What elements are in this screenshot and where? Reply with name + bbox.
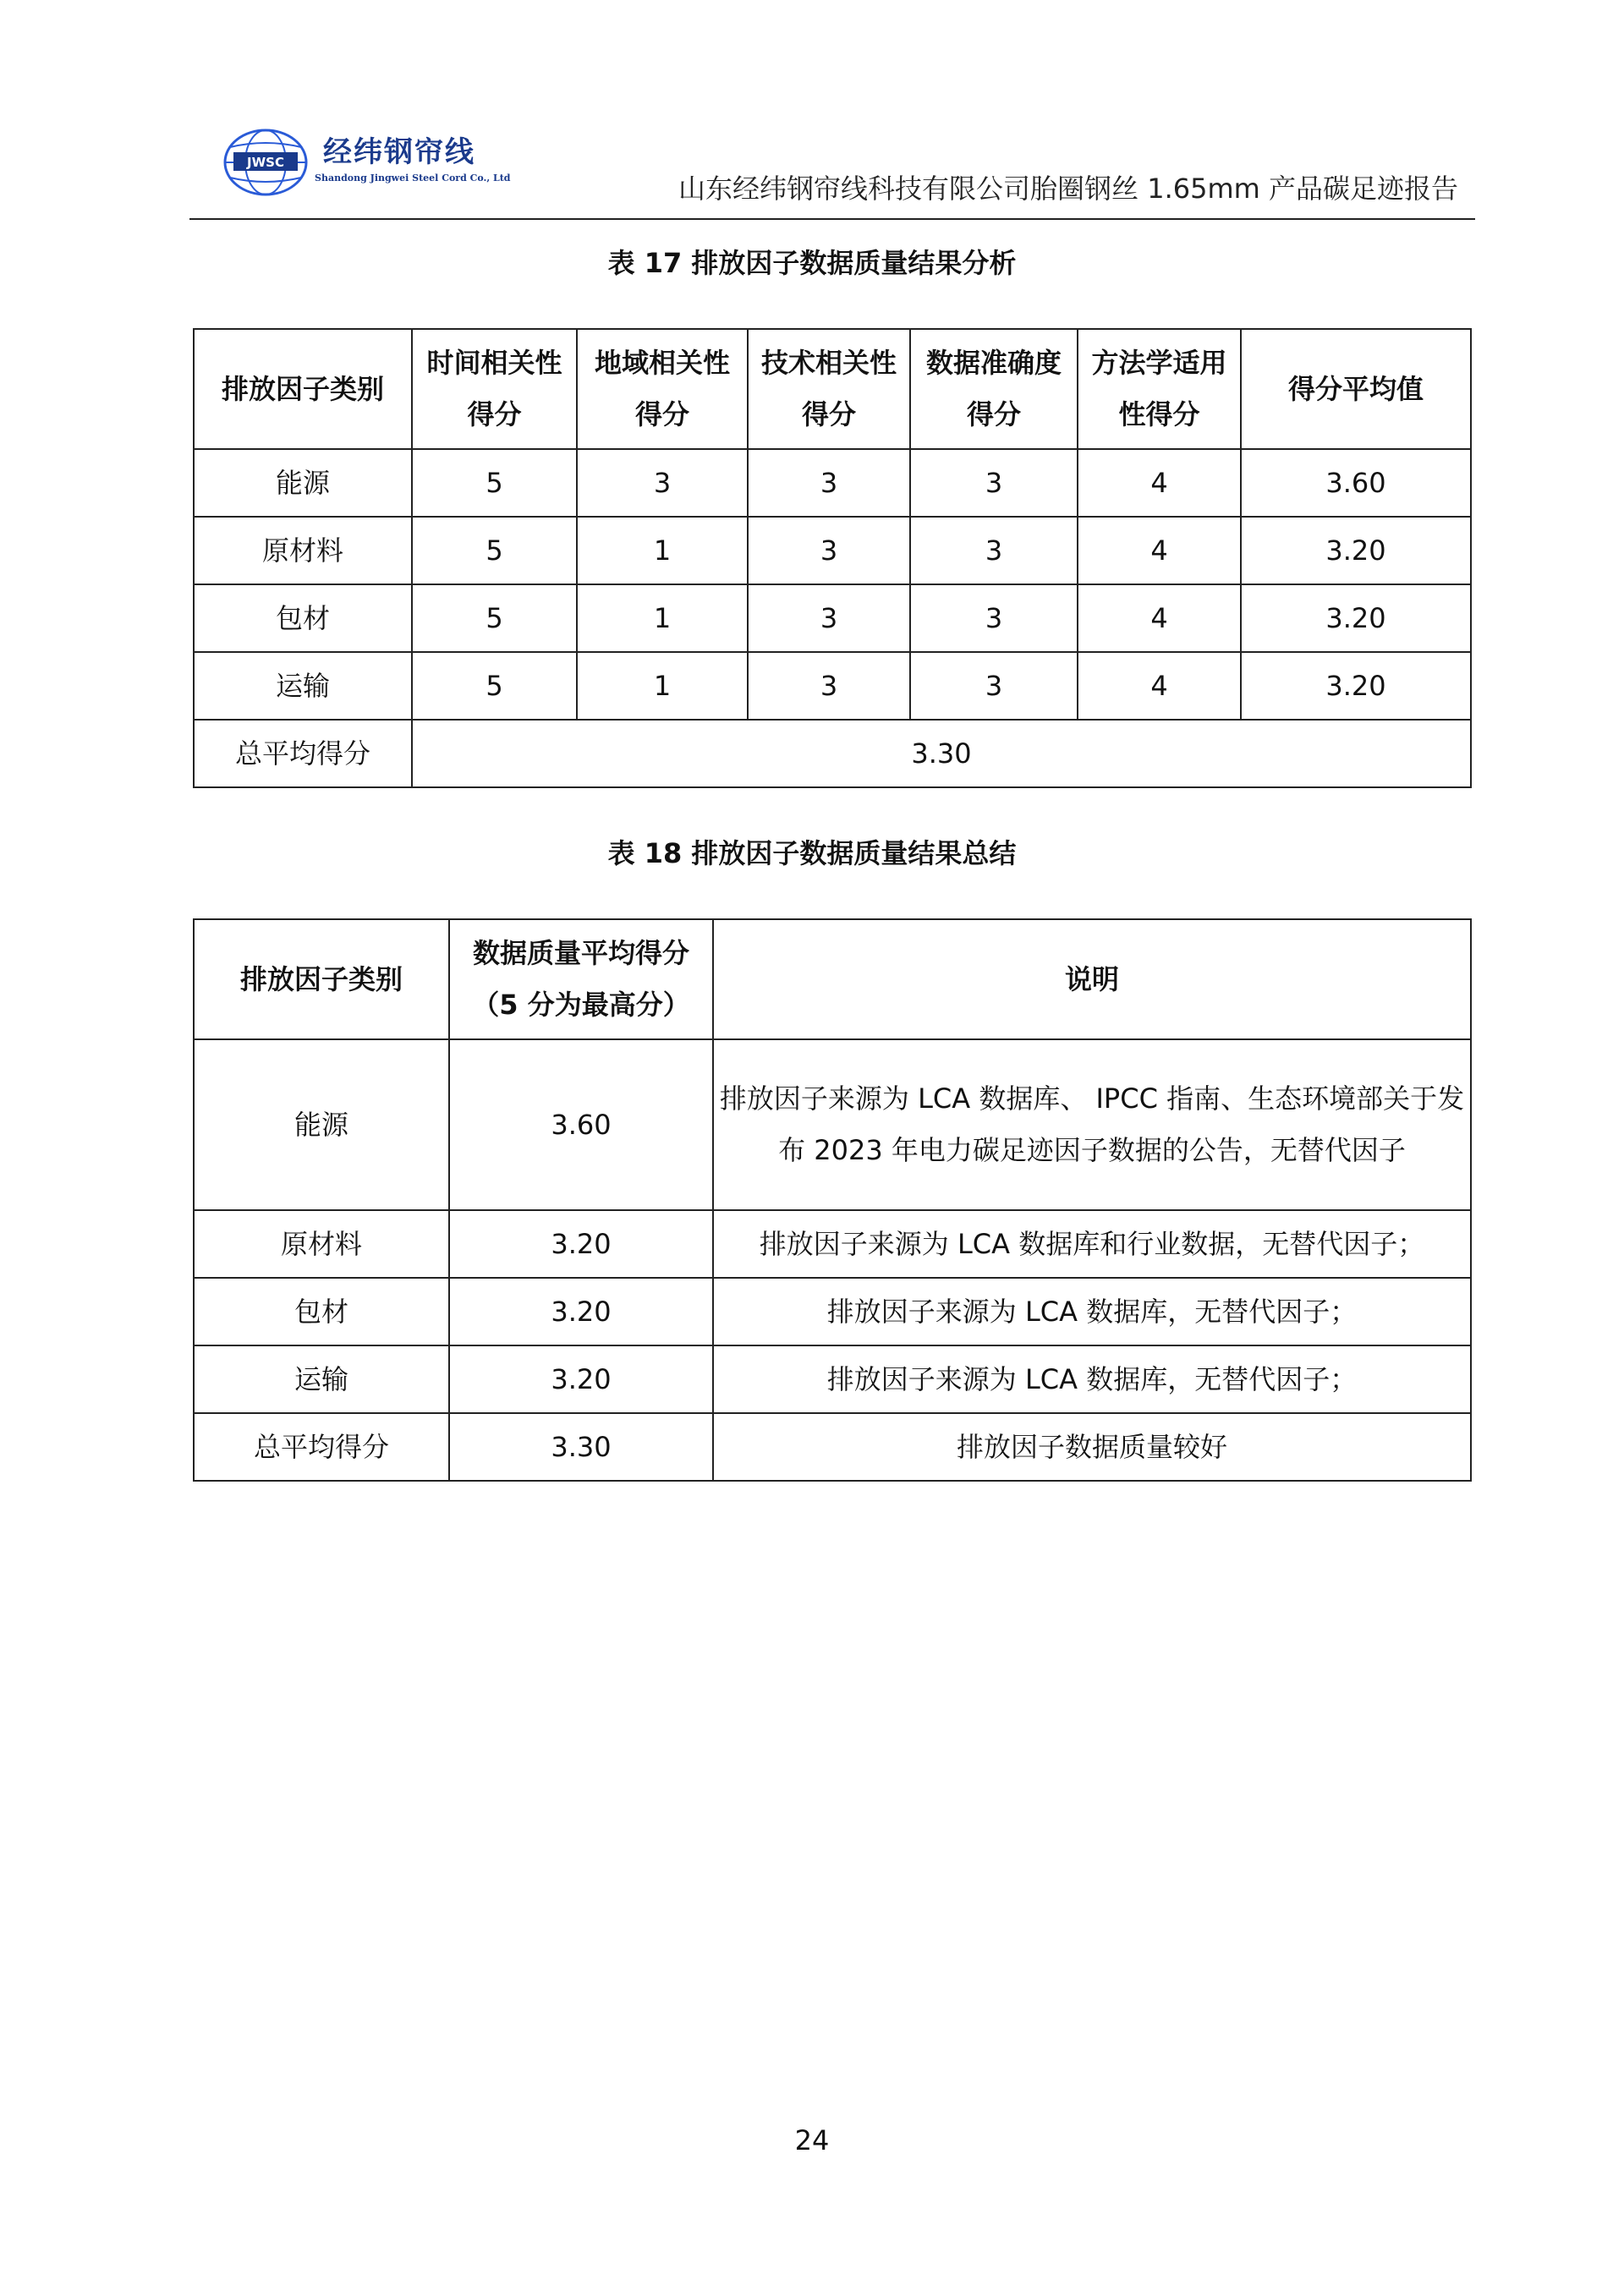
table-row bbox=[194, 1278, 1471, 1345]
table17-header-row bbox=[194, 329, 1471, 449]
table-row bbox=[194, 1345, 1471, 1413]
table17-total-value: 3.30 bbox=[412, 720, 1471, 787]
table-row bbox=[194, 652, 1471, 720]
table18-header-category: 排放因子类别 bbox=[194, 919, 449, 1039]
table-row bbox=[194, 1210, 1471, 1278]
svg-text:JWSC: JWSC bbox=[247, 155, 284, 170]
table-cell: 3.60 bbox=[449, 1039, 713, 1210]
table-cell: 1 bbox=[577, 584, 748, 652]
table-cell: 3 bbox=[910, 584, 1078, 652]
page-number: 24 bbox=[794, 2124, 830, 2156]
table-cell: 3.60 bbox=[1241, 449, 1471, 517]
table-row bbox=[194, 517, 1471, 584]
table-cell-description: 排放因子来源为 LCA 数据库，无替代因子； bbox=[713, 1345, 1471, 1413]
table-cell: 3 bbox=[910, 652, 1078, 720]
table-cell: 3.20 bbox=[449, 1278, 713, 1345]
table-cell: 能源 bbox=[194, 1039, 449, 1210]
table17-header-average: 得分平均值 bbox=[1241, 329, 1471, 449]
table17-header-tech: 技术相关性得分 bbox=[748, 329, 910, 449]
globe-logo-icon bbox=[215, 118, 325, 203]
table17 bbox=[193, 328, 1472, 788]
table-cell: 3.20 bbox=[449, 1210, 713, 1278]
table-row bbox=[194, 1039, 1471, 1210]
table-cell: 5 bbox=[412, 652, 577, 720]
table-cell: 包材 bbox=[194, 1278, 449, 1345]
table-cell: 3 bbox=[748, 584, 910, 652]
table-cell: 3 bbox=[748, 449, 910, 517]
table18 bbox=[193, 918, 1472, 1482]
table-cell: 4 bbox=[1078, 449, 1241, 517]
table-cell: 包材 bbox=[194, 584, 412, 652]
table-cell: 3.20 bbox=[449, 1345, 713, 1413]
table-cell: 5 bbox=[412, 449, 577, 517]
page-header bbox=[189, 110, 1475, 220]
table-row bbox=[194, 584, 1471, 652]
table-cell: 5 bbox=[412, 584, 577, 652]
table-cell: 运输 bbox=[194, 1345, 449, 1413]
table-cell: 4 bbox=[1078, 517, 1241, 584]
table18-header-row bbox=[194, 919, 1471, 1039]
table17-header-region: 地域相关性得分 bbox=[577, 329, 748, 449]
table18-caption: 表 18 排放因子数据质量结果总结 bbox=[607, 837, 1017, 869]
table-cell: 3.20 bbox=[1241, 652, 1471, 720]
table17-header-time: 时间相关性得分 bbox=[412, 329, 577, 449]
table-cell: 4 bbox=[1078, 584, 1241, 652]
table17-caption: 表 17 排放因子数据质量结果分析 bbox=[607, 247, 1017, 279]
table-cell: 总平均得分 bbox=[194, 1413, 449, 1481]
table-cell: 能源 bbox=[194, 449, 412, 517]
table-cell: 原材料 bbox=[194, 517, 412, 584]
table18-header-description: 说明 bbox=[713, 919, 1471, 1039]
table-cell: 3 bbox=[577, 449, 748, 517]
table-row bbox=[194, 449, 1471, 517]
table-cell: 3.20 bbox=[1241, 584, 1471, 652]
table-cell-description: 排放因子来源为 LCA 数据库，无替代因子； bbox=[713, 1278, 1471, 1345]
table17-total-row bbox=[194, 720, 1471, 787]
table-cell: 3.20 bbox=[1241, 517, 1471, 584]
table17-header-method: 方法学适用性得分 bbox=[1078, 329, 1241, 449]
table17-header-category: 排放因子类别 bbox=[194, 329, 412, 449]
table-row bbox=[194, 1413, 1471, 1481]
table-cell: 3.30 bbox=[449, 1413, 713, 1481]
report-title: 山东经纬钢帘线科技有限公司胎圈钢丝 1.65mm 产品碳足迹报告 bbox=[678, 173, 1458, 205]
table-cell: 3 bbox=[748, 652, 910, 720]
table-cell: 1 bbox=[577, 652, 748, 720]
table-cell: 1 bbox=[577, 517, 748, 584]
table18-header-score: 数据质量平均得分（5 分为最高分） bbox=[449, 919, 713, 1039]
logo-english-name: Shandong Jingwei Steel Cord Co., Ltd bbox=[315, 173, 511, 184]
table-cell: 3 bbox=[910, 449, 1078, 517]
table-cell: 运输 bbox=[194, 652, 412, 720]
table-cell-description: 排放因子来源为 LCA 数据库、 IPCC 指南、生态环境部关于发布 2023 年电力碳足迹因子数据的公告，无替代因子 bbox=[713, 1039, 1471, 1210]
company-logo bbox=[215, 118, 511, 203]
table-cell: 3 bbox=[748, 517, 910, 584]
table-cell: 3 bbox=[910, 517, 1078, 584]
table-cell-description: 排放因子来源为 LCA 数据库和行业数据，无替代因子； bbox=[713, 1210, 1471, 1278]
table-cell: 4 bbox=[1078, 652, 1241, 720]
table17-total-label: 总平均得分 bbox=[194, 720, 412, 787]
table-cell-description: 排放因子数据质量较好 bbox=[713, 1413, 1471, 1481]
logo-chinese-name: 经纬钢帘线 bbox=[323, 135, 475, 169]
table-cell: 5 bbox=[412, 517, 577, 584]
table17-header-accuracy: 数据准确度得分 bbox=[910, 329, 1078, 449]
table-cell: 原材料 bbox=[194, 1210, 449, 1278]
